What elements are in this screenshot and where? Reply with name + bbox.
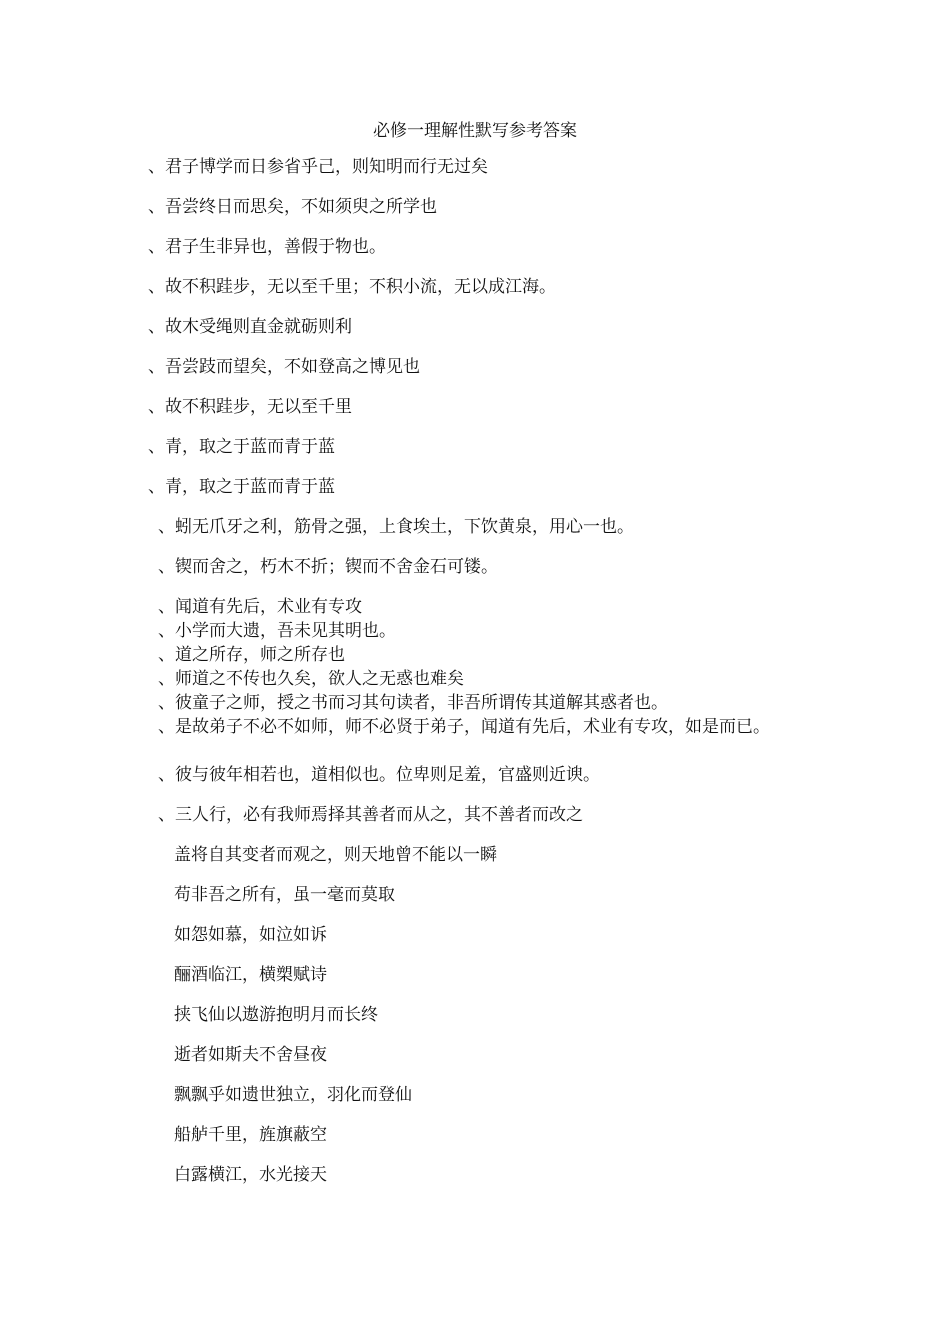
answer-line-18: 、彼与彼年相若也，道相似也。位卑则足羞，官盛则近谀。	[158, 765, 600, 785]
answer-line-11: 、锲而舍之，朽木不折；锲而不舍金石可镂。	[158, 557, 498, 577]
answer-line-3: 、君子生非异也，善假于物也。	[148, 237, 386, 257]
answer-line-13: 、小学而大遗，吾未见其明也。	[158, 621, 396, 641]
answer-line-19: 、三人行，必有我师焉择其善者而从之，其不善者而改之	[158, 805, 583, 825]
answer-line-16: 、彼童子之师，授之书而习其句读者，非吾所谓传其道解其惑者也。	[158, 693, 668, 713]
answer-line-6: 、吾尝跂而望矣，不如登高之博见也	[148, 357, 420, 377]
answer-line-20: 盖将自其变者而观之，则天地曾不能以一瞬	[174, 845, 497, 865]
answer-line-2: 、吾尝终日而思矣，不如须臾之所学也	[148, 197, 437, 217]
answer-line-7: 、故不积跬步，无以至千里	[148, 397, 352, 417]
answer-line-9: 、青，取之于蓝而青于蓝	[148, 477, 335, 497]
answer-line-17: 、是故弟子不必不如师，师不必贤于弟子，闻道有先后，术业有专攻，如是而已。	[158, 717, 770, 737]
answer-line-28: 白露横江，水光接天	[174, 1165, 327, 1185]
answer-line-5: 、故木受绳则直金就砺则利	[148, 317, 352, 337]
answer-line-12: 、闻道有先后，术业有专攻	[158, 597, 362, 617]
answer-line-15: 、师道之不传也久矣，欲人之无惑也难矣	[158, 669, 464, 689]
answer-line-26: 飘飘乎如遗世独立，羽化而登仙	[174, 1085, 412, 1105]
answer-line-1: 、君子博学而日参省乎己，则知明而行无过矣	[148, 157, 488, 177]
answer-line-4: 、故不积跬步，无以至千里；不积小流，无以成江海。	[148, 277, 556, 297]
answer-line-14: 、道之所存，师之所存也	[158, 645, 345, 665]
document-title: 必修一理解性默写参考答案	[373, 121, 577, 141]
answer-line-27: 船舻千里，旌旗蔽空	[174, 1125, 327, 1145]
answer-line-10: 、蚓无爪牙之利，筋骨之强，上食埃土，下饮黄泉，用心一也。	[158, 517, 634, 537]
answer-line-25: 逝者如斯夫不舍昼夜	[174, 1045, 327, 1065]
answer-line-22: 如怨如慕，如泣如诉	[174, 925, 327, 945]
answer-line-23: 酾酒临江，横槊赋诗	[174, 965, 327, 985]
answer-line-24: 挟飞仙以遨游抱明月而长终	[174, 1005, 378, 1025]
answer-line-21: 苟非吾之所有，虽一毫而莫取	[174, 885, 395, 905]
answer-line-8: 、青，取之于蓝而青于蓝	[148, 437, 335, 457]
